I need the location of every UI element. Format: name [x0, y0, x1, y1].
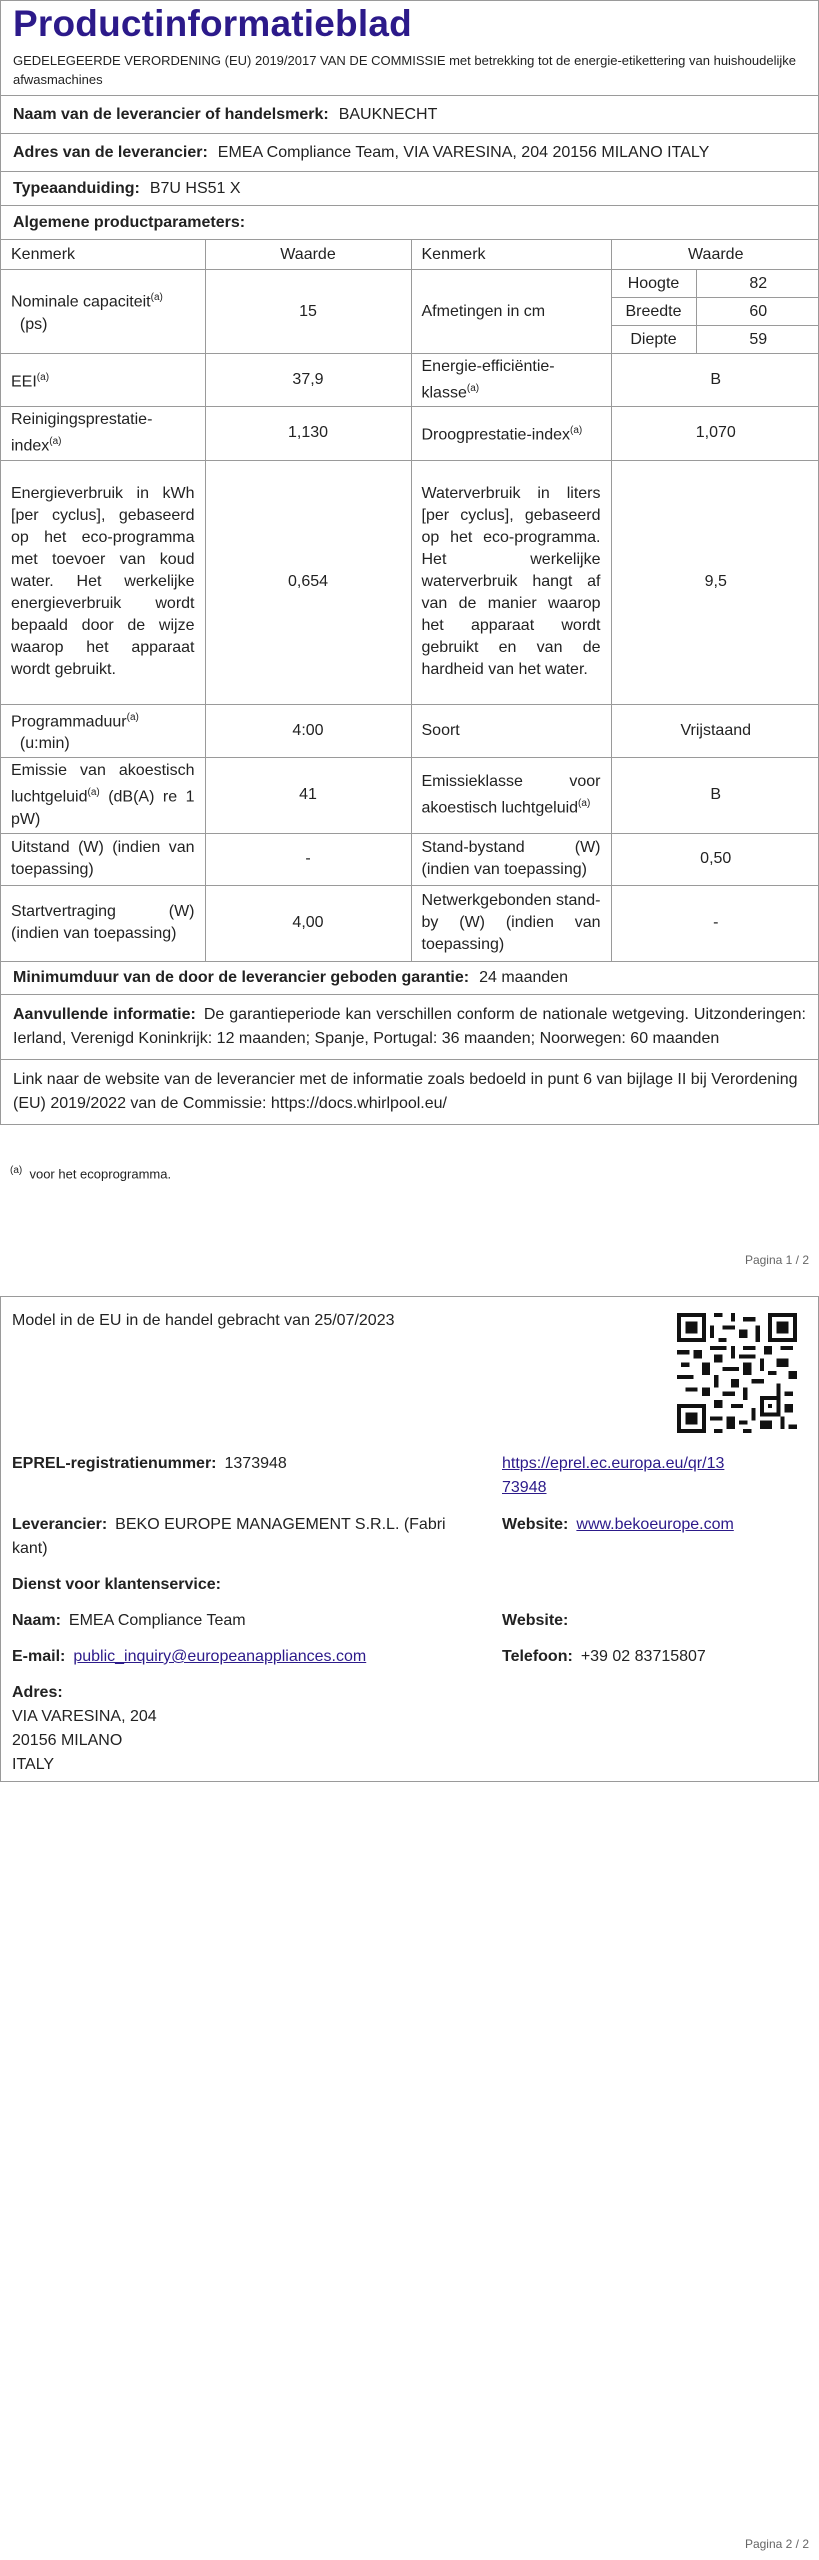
- eei-value: 37,9: [205, 354, 411, 407]
- depth-label: Diepte: [611, 326, 696, 354]
- table-row: [1, 354, 819, 407]
- type-value: Vrijstaand: [611, 704, 819, 757]
- capacity-label: Nominale capaciteit$^{(a)}$ (ps): [1, 270, 205, 354]
- service-email: E-mail: public_inquiry@europeanappliances.com: [12, 1648, 367, 1665]
- table-row: [1, 704, 819, 757]
- warranty-label: Minimumduur van de door de leverancier geboden garantie:: [13, 968, 470, 986]
- energy-consumption-label: Energieverbruik in kWh [per cyclus], gebaseerd op het eco-programma met toevoer van koud water. Het werkelijke energieverbruik wordt bepaald door de wijze waarop het apparaat wordt gebruikt.: [1, 460, 205, 704]
- page-number-1: Pagina 1 / 2: [744, 1253, 809, 1267]
- header-kenmerk-2: Kenmerk: [411, 240, 611, 270]
- eprel-number: EPREL-registratienummer: 1373948: [12, 1455, 287, 1472]
- water-consumption-label: Waterverbruik in liters [per cyclus], gebaseerd op het eco-programma. Het werkelijke waterverbruik hangt af van de manier waarop het apparaat wordt gebruikt en van de hardheid van het water.: [411, 460, 611, 704]
- table-row: [1, 757, 819, 833]
- height-label: Hoogte: [611, 270, 696, 298]
- height-value: 82: [696, 270, 819, 298]
- dimensions-label: Afmetingen in cm: [411, 270, 611, 354]
- footnote: $^{(a)}$ voor het ecoprogramma.: [10, 1165, 172, 1182]
- standby-label: Stand-bystand (W) (indien van toepassing): [411, 833, 611, 885]
- general-params-row: [1, 205, 818, 239]
- table-row: [1, 270, 819, 298]
- model-value: B7U HS51 X: [149, 179, 241, 197]
- supplier-info: Leverancier: BEKO EUROPE MANAGEMENT S.R.L. (Fabri kant): [12, 1516, 446, 1557]
- service-website: Website:: [502, 1612, 569, 1629]
- drying-value: 1,070: [611, 407, 819, 460]
- table-row: [1, 833, 819, 885]
- general-params-label: Algemene productparameters:: [13, 213, 246, 231]
- header-waarde-1: Waarde: [205, 240, 411, 270]
- network-standby-label: Netwerkgebonden stand-by (W) (indien van toepassing): [411, 885, 611, 961]
- table-header-row: [1, 240, 819, 270]
- qr-code-icon: [677, 1313, 797, 1433]
- noise-class-value: B: [611, 757, 819, 833]
- page-number-2: Pagina 2 / 2: [744, 2537, 809, 2551]
- additional-label: Aanvullende informatie:: [13, 1005, 196, 1023]
- email-link[interactable]: public_inquiry@europeanappliances.com: [73, 1648, 367, 1665]
- product-info-sheet: [0, 0, 819, 1125]
- service-phone: Telefoon: +39 02 83715807: [502, 1648, 706, 1665]
- additional-info: [1, 994, 818, 1059]
- eprel-link[interactable]: https://eprel.ec.europa.eu/qr/13 73948: [502, 1455, 725, 1496]
- noise-value: 41: [205, 757, 411, 833]
- noise-label: Emissie van akoestisch luchtgeluid$^{(a)}$ (dB(A) re 1 pW): [1, 757, 205, 833]
- width-label: Breedte: [611, 298, 696, 326]
- supplier-website-link[interactable]: www.bekoeurope.com: [576, 1516, 734, 1533]
- page-title: Productinformatieblad: [13, 3, 412, 44]
- duration-label: Programmaduur$^{(a)}$ (u:min): [1, 704, 205, 757]
- drying-label: Droogprestatie-index$^{(a)}$: [411, 407, 611, 460]
- address-label: Adres van de leverancier:: [13, 143, 208, 161]
- capacity-value: 15: [205, 270, 411, 354]
- eprel-sheet: [0, 1296, 819, 1782]
- noise-class-label: Emissieklasse voor akoestisch luchtgeluid$^{(a)}$: [411, 757, 611, 833]
- supplier-label: Naam van de leverancier of handelsmerk:: [13, 105, 329, 123]
- cleaning-label: Reinigingsprestatie-index$^{(a)}$: [1, 407, 205, 460]
- regulation-subtitle: GEDELEGEERDE VERORDENING (EU) 2019/2017 VAN DE COMMISSIE met betrekking tot de energie-etikettering van huishoudelijke afwasmachines: [13, 53, 796, 87]
- warranty-row: [1, 962, 818, 994]
- placed-on-market: Model in de EU in de handel gebracht van 25/07/2023: [12, 1312, 395, 1329]
- address-row: [1, 133, 818, 171]
- table-row: [1, 885, 819, 961]
- customer-service-label: Dienst voor klantenservice:: [12, 1576, 221, 1593]
- model-label: Typeaanduiding:: [13, 179, 140, 197]
- energy-class-value: B: [611, 354, 819, 407]
- energy-class-label: Energie-efficiëntie-klasse$^{(a)}$: [411, 354, 611, 407]
- warranty-value: 24 maanden: [479, 968, 569, 986]
- supplier-website: Website: www.bekoeurope.com: [502, 1516, 734, 1533]
- header-kenmerk-1: Kenmerk: [1, 240, 205, 270]
- delay-start-label: Startvertraging (W) (indien van toepassing): [1, 885, 205, 961]
- service-address: Adres: VIA VARESINA, 204 20156 MILANO ITALY: [12, 1684, 157, 1773]
- website-info: Link naar de website van de leverancier met de informatie zoals bedoeld in punt 6 van bijlage II bij Verordening (EU) 2019/2022 van de Commissie: https://docs.whirlpool.eu/: [1, 1059, 818, 1124]
- off-mode-label: Uitstand (W) (indien van toepassing): [1, 833, 205, 885]
- standby-value: 0,50: [611, 833, 819, 885]
- table-row: [1, 407, 819, 460]
- water-consumption-value: 9,5: [611, 460, 819, 704]
- table-row: [1, 460, 819, 704]
- network-standby-value: -: [611, 885, 819, 961]
- service-name: Naam: EMEA Compliance Team: [12, 1612, 246, 1629]
- model-row: [1, 171, 818, 205]
- header-waarde-2: Waarde: [611, 240, 819, 270]
- energy-consumption-value: 0,654: [205, 460, 411, 704]
- address-value: EMEA Compliance Team, VIA VARESINA, 204 20156 MILANO ITALY: [217, 143, 710, 161]
- delay-start-value: 4,00: [205, 885, 411, 961]
- depth-value: 59: [696, 326, 819, 354]
- width-value: 60: [696, 298, 819, 326]
- params-table: [1, 239, 819, 962]
- supplier-row: [1, 95, 818, 133]
- supplier-value: BAUKNECHT: [338, 105, 438, 123]
- off-mode-value: -: [205, 833, 411, 885]
- cleaning-value: 1,130: [205, 407, 411, 460]
- duration-value: 4:00: [205, 704, 411, 757]
- eei-label: EEI$^{(a)}$: [1, 354, 205, 407]
- type-label: Soort: [411, 704, 611, 757]
- additional-value: De garantieperiode kan verschillen conform de nationale wetgeving. Uitzonderingen: Ierland, Verenigd Koninkrijk: 12 maanden; Spanje, Portugal: 36 maanden; Noorwegen: 60 maanden: [13, 1005, 806, 1047]
